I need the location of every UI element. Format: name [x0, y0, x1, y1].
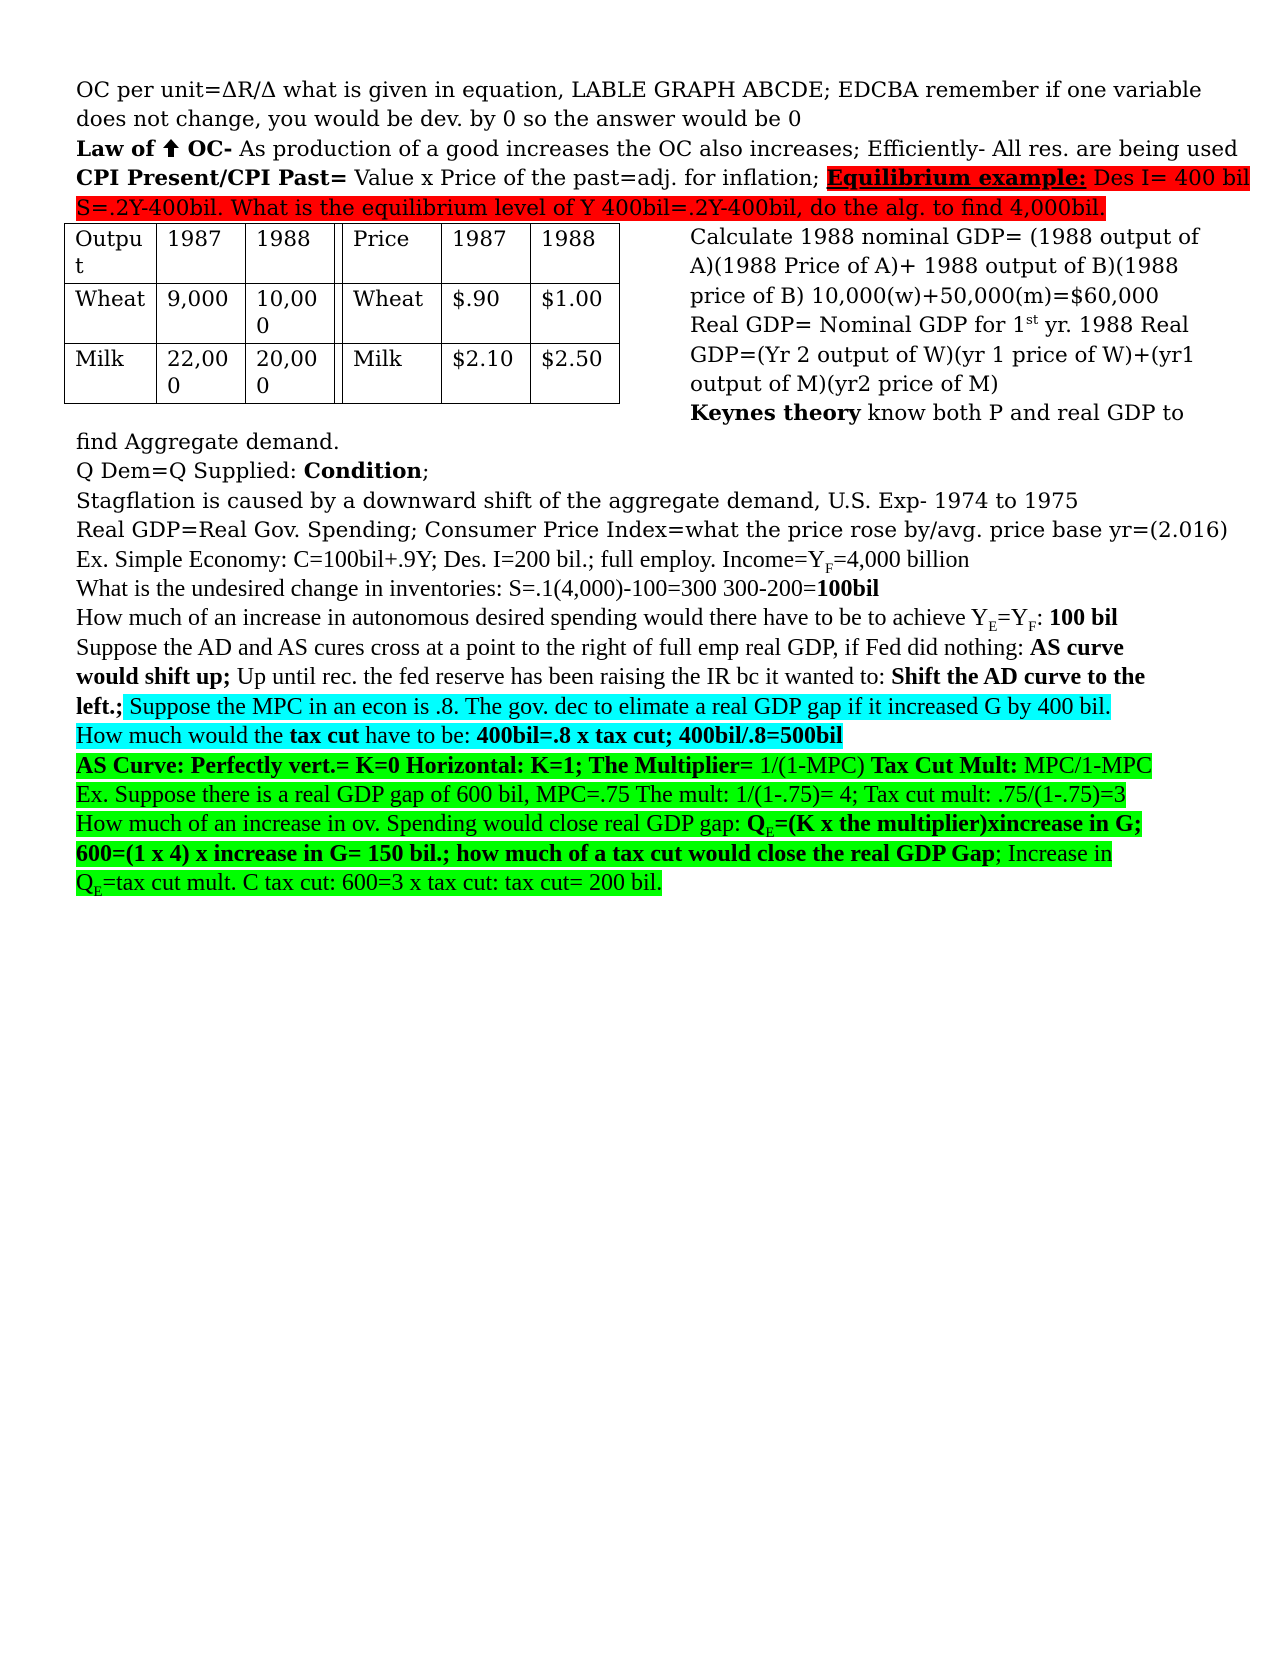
line-mpc-example: left.; Suppose the MPC in an econ is .8. The gov. dec to elimate a real GDP gap if it increased G by 400 bil.	[76, 693, 1111, 720]
line-aggregate-demand: find Aggregate demand.	[76, 430, 340, 456]
line-fed-reserve: would shift up; Up until rec. the fed reserve has been raising the IR bc it wanted to: Shift the AD curve to the	[76, 664, 1146, 691]
line-tax-cut-result: $Q_E=tax$ cut mult. C tax cut: 600=3 x tax cut: tax cut= 200 bil.	[76, 870, 663, 900]
line-ad-as-cross: Suppose the AD and AS cures cross at a point to the right of full emp real GDP, if Fed did nothing: AS curve	[76, 634, 1124, 661]
table-row: Outpu t 1987 1988 Price 1987 1988	[65, 224, 620, 284]
line-cpi: CPI Present/CPI Past= Value x Price of the past=adj. for inflation; Equilibrium example: Des I= 400 bil	[76, 166, 1250, 192]
table-row: Wheat 9,000 10,00 0 Wheat $.90 $1.00	[65, 284, 620, 344]
line-autonomous-spending: How much of an increase in autonomous desired spending would there have to be to achieve $Y_E=Y_F$: 100 bil	[76, 605, 1118, 636]
line-law-of-increasing-oc: Law of OC- As production of a good increases the OC also increases; Efficiently- All res. are being used	[76, 136, 1238, 162]
line-inventories: What is the undesired change in inventories: S=.1(4,000)-100=300 300-200=100bil	[76, 576, 880, 603]
line-tax-cut-gap: 600=(1 x 4) x increase in G= 150 bil.; how much of a tax cut would close the real GDP Gap; Increase in	[76, 840, 1113, 867]
line-equilibrium-level: S=.2Y-400bil. What is the equilibrium level of Y 400bil=.2Y-400bil, do the alg. to find 4,000bil.	[76, 195, 1106, 221]
table-row: Milk 22,00 0 20,00 0 Milk $2.10 $2.50	[65, 344, 620, 404]
line-stagflation: Stagflation is caused by a downward shift of the aggregate demand, U.S. Exp- 1974 to 1975	[76, 488, 1079, 514]
line-dev-by-zero: does not change, you would be dev. by 0 so the answer would be 0	[76, 107, 802, 133]
equilibrium-highlight: Equilibrium example: Des I= 400 bil	[826, 166, 1250, 192]
line-gdp-gap-example: Ex. Suppose there is a real GDP gap of 600 bil, MPC=.75 The mult: 1/(1-.75)= 4; Tax cut mult: .75/(1-.75)=3	[76, 781, 1126, 808]
gdp-table	[64, 223, 620, 404]
line-as-curve: AS Curve: Perfectly vert.= K=0 Horizontal: K=1; The Multiplier= 1/(1-MPC) Tax Cut Mult: MPC/1-MPC	[76, 752, 1152, 779]
gdp-section	[76, 223, 1206, 428]
line-tax-cut: How much would the tax cut have to be: 400bil=.8 x tax cut; 400bil/.8=500bil	[76, 723, 843, 750]
line-gov-spending: How much of an increase in ov. Spending would close real GDP gap: $Q_E=(K$ x the multiplier)xincrease in G;	[76, 811, 1142, 842]
line-simple-economy: Ex. Simple Economy: C=100bil+.9Y; Des. I=200 bil.; full employ. $Income=Y_F=4,000$ billion	[76, 546, 970, 577]
gdp-notes: Calculate 1988 nominal GDP= (1988 output of A)(1988 Price of A)+ 1988 output of B)(1988 price of B) 10,000(w)+50,000(m)=$60,000 Real GDP= Nominal GDP for 1st yr. 1988 Real GDP=(Yr 2 output of W)(yr 1 price of W)+(yr1 output of M)(yr2 price of M) Keynes theory know both P and real GDP to	[690, 225, 1199, 427]
line-condition: Q Dem=Q Supplied: Condition;	[76, 459, 430, 485]
document-body	[75, 76, 1250, 900]
line-oc-per-unit: OC per unit=ΔR/Δ what is given in equation, LABLE GRAPH ABCDE; EDCBA remember if one variable	[76, 78, 1202, 103]
up-arrow-icon	[162, 138, 180, 158]
line-real-gdp-cpi: Real GDP=Real Gov. Spending; Consumer Price Index=what the price rose by/avg. price base yr=(2.016)	[76, 518, 1228, 544]
